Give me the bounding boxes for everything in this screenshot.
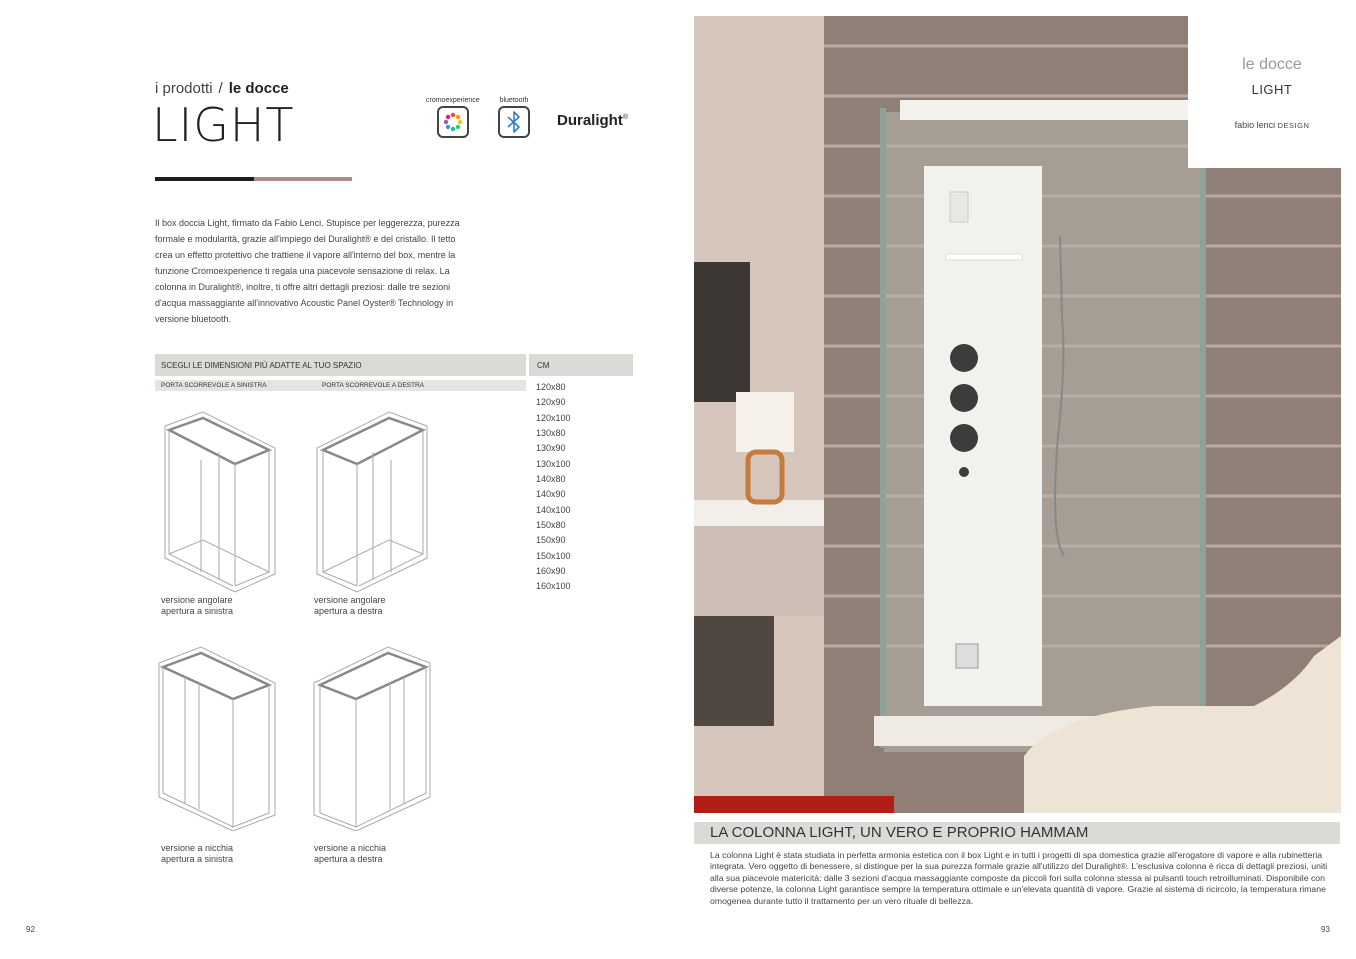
- feature-label: cromoexperience: [426, 97, 480, 104]
- title-rule-accent: [254, 177, 352, 181]
- corner-right-drawing: [309, 408, 435, 594]
- feature-cromoexperience: [426, 97, 480, 138]
- dimensions-unit: CM: [529, 354, 633, 376]
- colonna-text: La colonna Light è stata studiata in perfetta armonia estetica con il box Light e in tutti i progetti di spa domestica grazie all'erogatore di vapore e alla rubinetteria integrata. Vero oggetto di benessere, si distingue per la sua purezza formale grazie all'utilizzo del Duralight®. L'esclusiva colonna è ricca di dettagli preziosi, uniti alla sua piacevole matericità: dalle 3 sezioni d'acqua massaggiante composte da piccoli fori sulla colonna stessa ai pulsanti touch retroilluminati. Disponibile con diverse potenze, la colonna Light garantisce sempre la temperatura ottimale e un'elevata quantità di vapore. Grazie al sistema di ricircolo, la temperatura rimane omogenea durante tutto il trattamento per un vero rituale di bellezza.: [710, 850, 1328, 906]
- size-item: 160x100: [536, 581, 571, 592]
- size-item: 130x80: [536, 428, 566, 439]
- size-item: 130x90: [536, 443, 566, 454]
- breadcrumb-separator: /: [218, 80, 223, 97]
- badge-product: LIGHT: [1251, 82, 1293, 97]
- corner-left-drawing: [157, 408, 283, 594]
- intro-text: Il box doccia Light, firmato da Fabio Lenci. Stupisce per leggerezza, purezza formale e modularità, grazie all'impiego del Duralight® e del cristallo. Il tetto crea un effetto protettivo che trattiene il vapore all'interno del box, mentre la funzione Cromoexperience ti regala una piacevole sensazione di relax. La colonna in Duralight®, inoltre, ti offre altri dettagli preziosi: dalle tre sezioni d'acqua massaggiante all'innovativo Acoustic Panel Oyster® Technology in versione bluetooth.: [155, 218, 460, 324]
- page-number-right: 93: [1321, 925, 1330, 934]
- colonna-heading: LA COLONNA LIGHT, UN VERO E PROPRIO HAMMAM: [694, 822, 1340, 844]
- size-item: 150x80: [536, 520, 566, 531]
- size-item: 140x100: [536, 504, 571, 515]
- size-item: 120x90: [536, 397, 566, 408]
- title-rule-dark: [155, 177, 254, 181]
- version-caption: versione a nicchia apertura a destra: [314, 843, 387, 864]
- page-title: LIGHT: [152, 98, 295, 152]
- product-badge: [1188, 16, 1356, 168]
- size-item: 120x80: [536, 382, 566, 392]
- size-item: 150x90: [536, 535, 566, 546]
- door-options: [155, 380, 526, 391]
- color-wheel-icon: [437, 106, 469, 138]
- size-item: 150x100: [536, 550, 571, 561]
- size-item: 160x90: [536, 566, 566, 577]
- badge-category: le docce: [1242, 56, 1302, 73]
- breadcrumb-section[interactable]: i prodotti: [155, 80, 213, 97]
- version-caption: versione a nicchia apertura a sinistra: [161, 843, 234, 864]
- size-item: 120x100: [536, 412, 571, 423]
- version-caption: versione angolare apertura a destra: [314, 595, 386, 616]
- badge-designer: fabio lenci DESIGN: [1234, 120, 1310, 130]
- size-item: 140x90: [536, 489, 566, 500]
- breadcrumb-current: le docce: [228, 80, 289, 97]
- bluetooth-icon: [498, 106, 530, 138]
- feature-label: bluetooth: [499, 97, 529, 104]
- niche-left-drawing: [155, 645, 281, 831]
- breadcrumb: [155, 80, 289, 97]
- feature-bluetooth: [498, 97, 530, 138]
- door-right-label: PORTA SCORREVOLE A DESTRA: [322, 382, 424, 389]
- size-list: [536, 380, 571, 595]
- door-left-label: PORTA SCORREVOLE A SINISTRA: [161, 382, 267, 389]
- duralight-logo: Duralight®: [557, 112, 629, 129]
- niche-right-drawing: [308, 645, 434, 831]
- size-item: 140x80: [536, 474, 566, 485]
- size-item: 130x100: [536, 458, 571, 469]
- dimensions-header: SCEGLI LE DIMENSIONI PIÙ ADATTE AL TUO SPAZIO: [155, 354, 526, 376]
- version-caption: versione angolare apertura a sinistra: [161, 595, 234, 616]
- page-number-left: 92: [26, 925, 35, 934]
